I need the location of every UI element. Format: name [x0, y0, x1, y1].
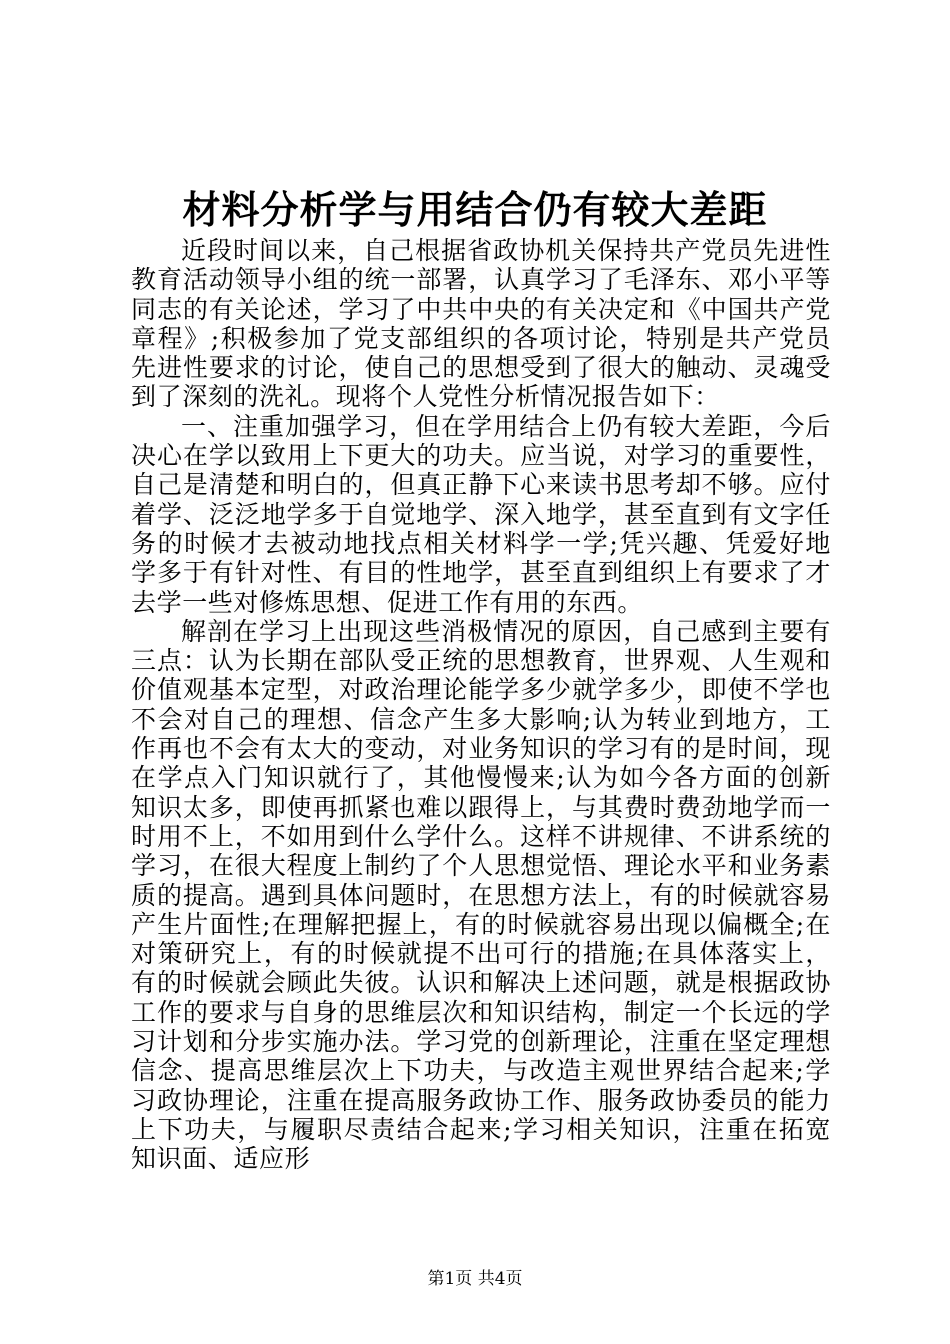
paragraph: 解剖在学习上出现这些消极情况的原因，自己感到主要有三点：认为长期在部队受正统的思想教育，世界观、人生观和价值观基本定型，对政治理论能学多少就学多少，即使不学也不会对自己的理想、信念产生多大影响;认为转业到地方，工作再也不会有太大的变动，对业务知识的学习有的是时间，现在学点入门知识就行了，其他慢慢来;认为如今各方面的创新知识太多，即使再抓紧也难以跟得上，与其费时费劲地学而一时用不上，不如用到什么学什么。这样不讲规律、不讲系统的学习，在很大程度上制约了个人思想觉悟、理论水平和业务素质的提高。遇到具体问题时，在思想方法上，有的时候就容易产生片面性;在理解把握上，有的时候就容易出现以偏概全;在对策研究上，有的时候就提不出可行的措施;在具体落实上，有的时候就会顾此失彼。认识和解决上述问题，就是根据政协工作的要求与自身的思维层次和知识结构，制定一个长远的学习计划和分步实施办法。学习党的创新理论，注重在坚定理想信念、提高思维层次上下功夫，与改造主观世界结合起来;学习政协理论，注重在提高服务政协工作、服务政协委员的能力上下功夫，与履职尽责结合起来;学习相关知识，注重在拓宽知识面、适应形 [131, 616, 831, 1174]
document-title: 材料分析学与用结合仍有较大差距 [182, 187, 768, 232]
page-footer: 第1页 共4页 [427, 1269, 523, 1289]
paragraph: 一、注重加强学习，但在学用结合上仍有较大差距，今后决心在学以致用上下更大的功夫。应当说，对学习的重要性，自己是清楚和明白的，但真正静下心来读书思考却不够。应付着学、泛泛地学多于自觉地学、深入地学，甚至直到有文字任务的时候才去被动地找点相关材料学一学;凭兴趣、凭爱好地学多于有针对性、有目的性地学，甚至直到组织上有要求了才去学一些对修炼思想、促进工作有用的东西。 [131, 411, 831, 617]
document-body [131, 236, 831, 1174]
paragraph: 近段时间以来，自己根据省政协机关保持共产党员先进性教育活动领导小组的统一部署，认真学习了毛泽东、邓小平等同志的有关论述，学习了中共中央的有关决定和《中国共产党章程》;积极参加了党支部组织的各项讨论，特别是共产党员先进性要求的讨论，使自己的思想受到了很大的触动、灵魂受到了深刻的洗礼。现将个人党性分析情况报告如下： [131, 236, 831, 412]
